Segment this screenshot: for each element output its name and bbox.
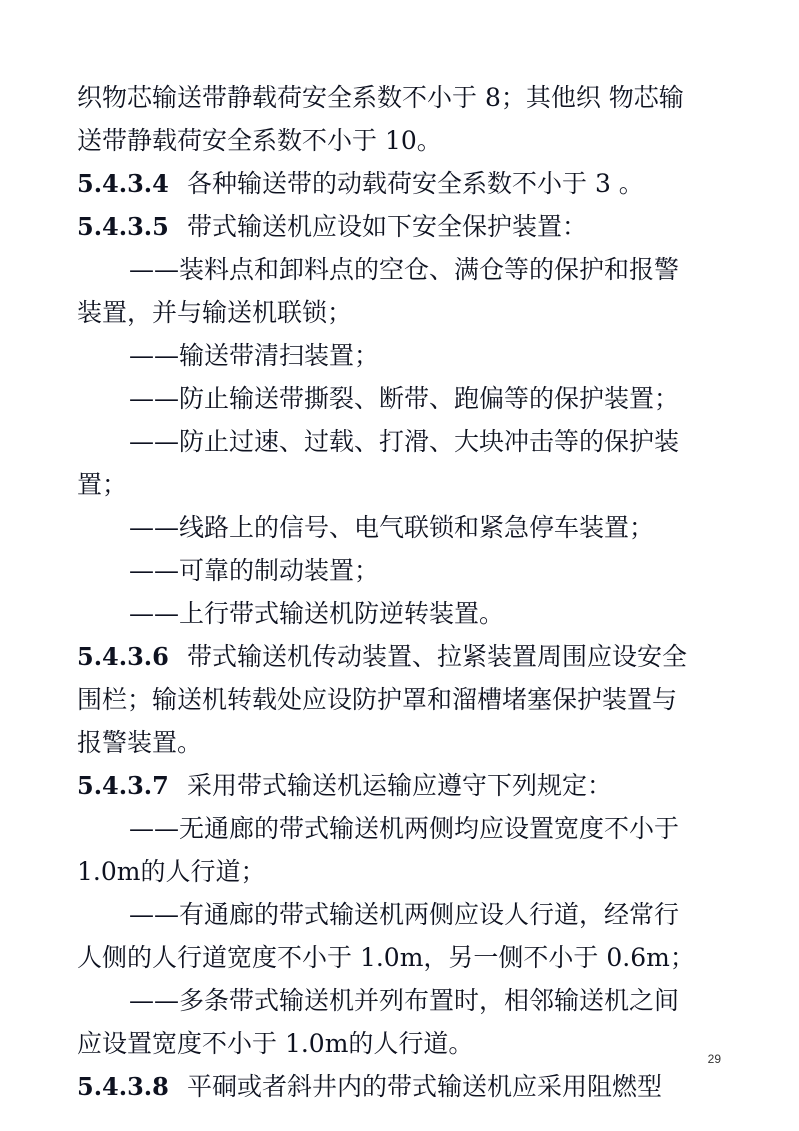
- document-body: [77, 76, 727, 1108]
- section-heading: 5.4.3.4 各种输送带的动载荷安全系数不小于 3 。: [77, 162, 727, 205]
- list-item: ——上行带式输送机防逆转装置。: [129, 599, 505, 628]
- list-item: ——防止过速、过载、打滑、大块冲击等的保护装: [129, 427, 680, 456]
- section-number: 5.4.3.7: [77, 771, 169, 800]
- body-line: 置；: [77, 470, 128, 499]
- list-item: ——多条带式输送机并列布置时，相邻输送机之间: [129, 986, 680, 1015]
- body-line: 围栏；输送机转载处应设防护罩和溜槽堵塞保护装置与: [77, 685, 678, 714]
- list-item: ——输送带清扫装置；: [129, 341, 380, 370]
- list-item: ——可靠的制动装置；: [129, 556, 380, 585]
- section-number: 5.4.3.5: [77, 212, 169, 241]
- body-line: 报警装置。: [77, 728, 203, 757]
- list-item: ——无通廊的带式输送机两侧均应设置宽度不小于: [129, 814, 680, 843]
- page-number: 29: [707, 1052, 721, 1066]
- list-item: ——防止输送带撕裂、断带、跑偏等的保护装置；: [129, 384, 680, 413]
- section-heading: 5.4.3.5 带式输送机应设如下安全保护装置：: [77, 205, 727, 248]
- body-line: 送带静载荷安全系数不小于 10。: [77, 126, 442, 155]
- list-item: ——线路上的信号、电气联锁和紧急停车装置；: [129, 513, 655, 542]
- section-number: 5.4.3.4: [77, 169, 169, 198]
- section-heading: 5.4.3.6 带式输送机传动装置、拉紧装置周围应设安全: [77, 635, 727, 678]
- body-line: 1.0m的人行道；: [77, 857, 266, 886]
- body-line: 应设置宽度不小于 1.0m的人行道。: [77, 1029, 474, 1058]
- body-line: 装置，并与输送机联锁；: [77, 298, 353, 327]
- list-item: ——有通廊的带式输送机两侧应设人行道，经常行: [129, 900, 680, 929]
- section-heading: 5.4.3.7 采用带式输送机运输应遵守下列规定：: [77, 764, 727, 807]
- list-item: ——装料点和卸料点的空仓、满仓等的保护和报警: [129, 255, 680, 284]
- section-number: 5.4.3.8: [77, 1072, 169, 1101]
- section-heading: 5.4.3.8 平硐或者斜井内的带式输送机应采用阻燃型: [77, 1065, 727, 1108]
- body-line: 织物芯输送带静载荷安全系数不小于 8；其他织 物芯输: [77, 83, 684, 112]
- section-number: 5.4.3.6: [77, 642, 169, 671]
- body-line: 人侧的人行道宽度不小于 1.0m，另一侧不小于 0.6m；: [77, 943, 695, 972]
